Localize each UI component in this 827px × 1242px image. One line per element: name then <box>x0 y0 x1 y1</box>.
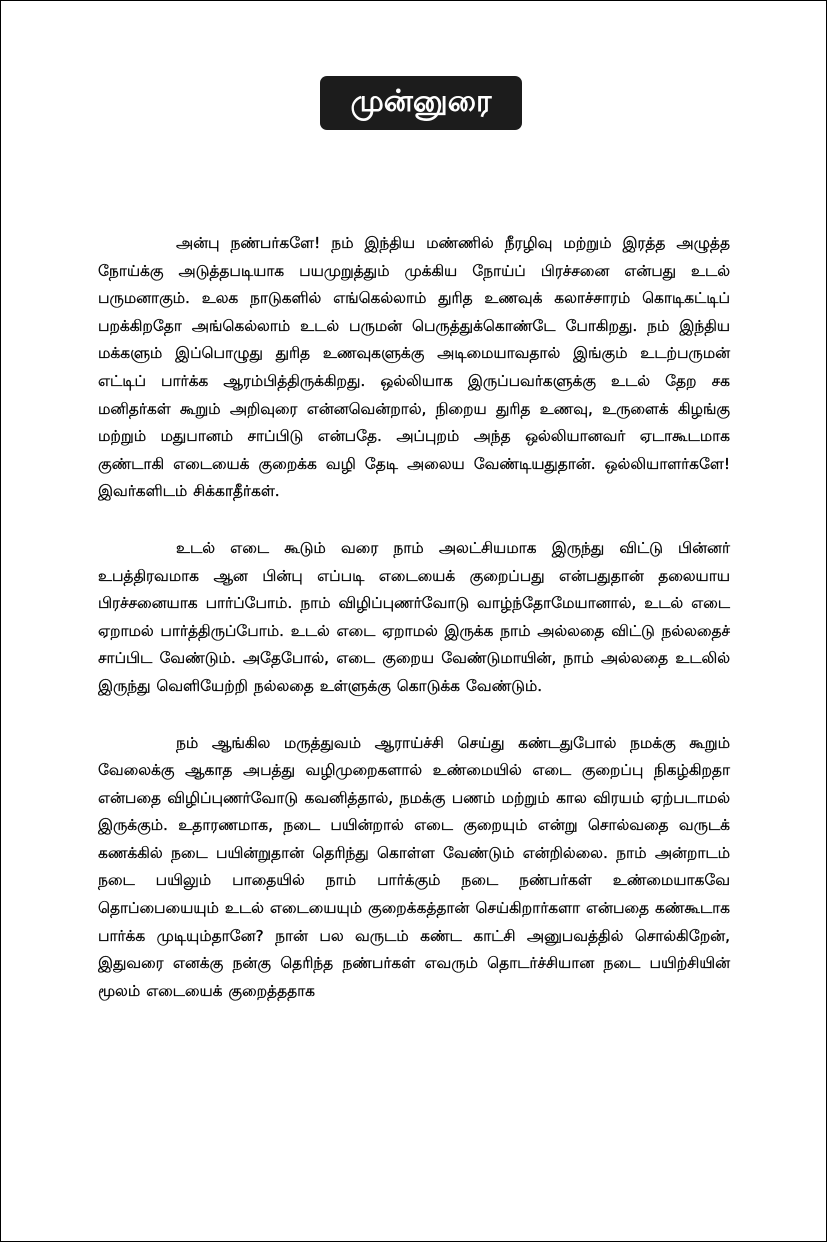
body-text <box>98 230 730 1005</box>
paragraph-1: அன்பு நண்பர்களே! நம் இந்திய மண்ணில் நீரழிவு மற்றும் இரத்த அழுத்த நோய்க்கு அடுத்தபடியாக பயமுறுத்தும் முக்கிய நோய்ப் பிரச்சனை என்பது உடல் பருமனாகும். உலக நாடுகளில் எங்கெல்லாம் துரித உணவுக் கலாச்சாரம் கொடிகட்டிப் பறக்கிறதோ அங்கெல்லாம் உடல் பருமன் பெருத்துக்கொண்டே போகிறது. நம் இந்திய மக்களும் இப்பொழுது துரித உணவுகளுக்கு அடிமையாவதால் இங்கும் உடற்பருமன் எட்டிப் பார்க்க ஆரம்பித்திருக்கிறது. ஒல்லியாக இருப்பவர்களுக்கு உடல் தேற சக மனிதர்கள் கூறும் அறிவுரை என்னவென்றால், நிறைய துரித உணவு, உருளைக் கிழங்கு மற்றும் மதுபானம் சாப்பிடு என்பதே. அப்புறம் அந்த ஒல்லியானவர் ஏடாகூடமாக குண்டாகி எடையைக் குறைக்க வழி தேடி அலைய வேண்டியதுதான். ஒல்லியாளர்களே! இவர்களிடம் சிக்காதீர்கள். <box>98 234 730 501</box>
paragraph-2: உடல் எடை கூடும் வரை நாம் அலட்சியமாக இருந்து விட்டு பின்னர் உபத்திரவமாக ஆன பின்பு எப்படி எடையைக் குறைப்பது என்பதுதான் தலையாய பிரச்சனையாக பார்ப்போம். நாம் விழிப்புணர்வோடு வாழ்ந்தோமேயானால், உடல் எடை ஏறாமல் பார்த்திருப்போம். உடல் எடை ஏறாமல் இருக்க நாம் அல்லதை விட்டு நல்லதைச் சாப்பிட வேண்டும். அதேபோல், எடை குறைய வேண்டுமாயின், நாம் அல்லதை உடலில் இருந்து வெளியேற்றி நல்லதை உள்ளுக்கு கொடுக்க வேண்டும். <box>98 538 730 695</box>
page-title: முன்னுரை <box>350 83 492 119</box>
paragraph-3: நம் ஆங்கில மருத்துவம் ஆராய்ச்சி செய்து கண்டதுபோல் நமக்கு கூறும் வேலைக்கு ஆகாத அபத்து வழிமுறைகளால் உண்மையில் எடை குறைப்பு நிகழ்கிறதா என்பதை விழிப்புணர்வோடு கவனித்தால், நமக்கு பணம் மற்றும் கால விரயம் ஏற்படாமல் இருக்கும். உதாரணமாக, நடை பயின்றால் எடை குறையும் என்று சொல்வதை வருடக் கணக்கில் நடை பயின்றுதான் தெரிந்து கொள்ள வேண்டும் என்றில்லை. நாம் அன்றாடம் நடை பயிலும் பாதையில் நாம் பார்க்கும் நடை நண்பர்கள் உண்மையாகவே தொப்பையையும் உடல் எடையையும் குறைக்கத்தான் செய்கிறார்களா என்பதை கண்கூடாக பார்க்க முடியும்தானே? நான் பல வருடம் கண்ட காட்சி அனுபவத்தில் சொல்கிறேன், இதுவரை எனக்கு நன்கு தெரிந்த நண்பர்கள் எவரும் தொடர்ச்சியான நடை பயிற்சியின் மூலம் எடையைக் குறைத்ததாக <box>98 733 730 1000</box>
title-banner <box>320 76 522 130</box>
